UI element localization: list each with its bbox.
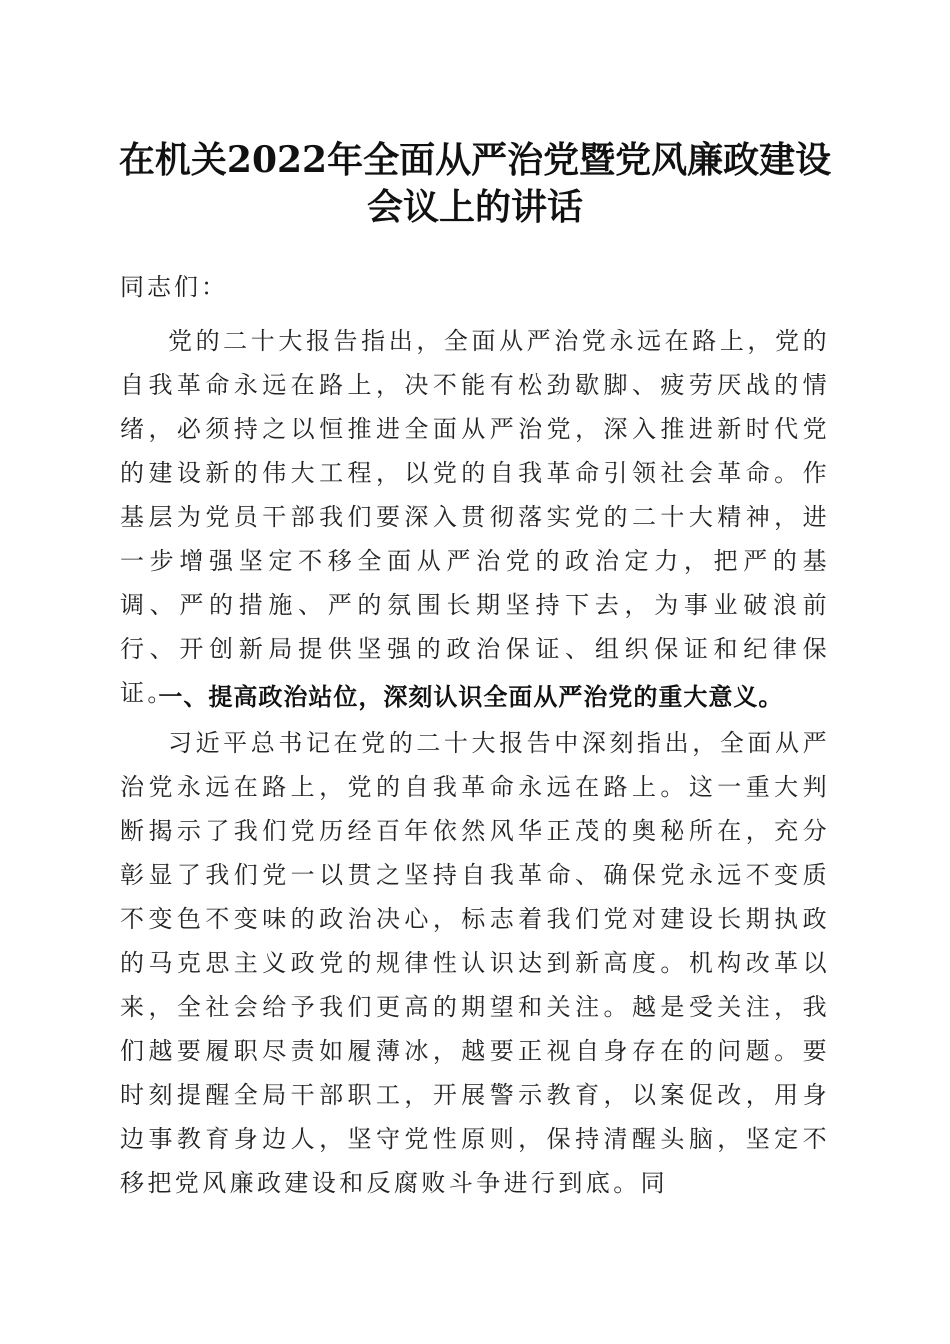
section-heading-1: 一、提高政治站位，深刻认识全面从严治党的重大意义。 [158,683,784,711]
paragraph-section-1: 习近平总书记在党的二十大报告中深刻指出，全面从严治党永远在路上，党的自我革命永远在路上。这一重大判断揭示了我们党历经百年依然风华正茂的奥秘所在，充分彰显了我们党一以贯之坚持自我革命、确保党永远不变质不变色不变味的政治决心，标志着我们党对建设长期执政的马克思主义政党的规律性认识达到新高度。机构改革以来，全社会给予我们更高的期望和关注。越是受关注，我们越要履职尽责如履薄冰，越要正视自身存在的问题。要时刻提醒全局干部职工，开展警示教育，以案促改，用身边事教育身边人，坚守党性原则，保持清醒头脑，坚定不移把党风廉政建设和反腐败斗争进行到底。同 [120,729,830,1197]
document-title-line2: 会议上的讲话 [366,186,583,228]
paragraph-intro: 党的二十大报告指出，全面从严治党永远在路上，党的自我革命永远在路上，决不能有松劲歇脚、疲劳厌战的情绪，必须持之以恒推进全面从严治党，深入推进新时代党的建设新的伟大工程，以党的自我革命引领社会革命。作基层为党员干部我们要深入贯彻落实党的二十大精神，进一步增强坚定不移全面从严治党的政治定力，把严的基调、严的措施、严的氛围长期坚持下去，为事业破浪前行、开创新局提供坚强的政治保证、组织保证和纪律保证。 [120,327,830,707]
document-title-line1: 在机关2022年全面从严治党暨党风廉政建设 [118,139,832,181]
salutation: 同志们： [120,273,228,301]
